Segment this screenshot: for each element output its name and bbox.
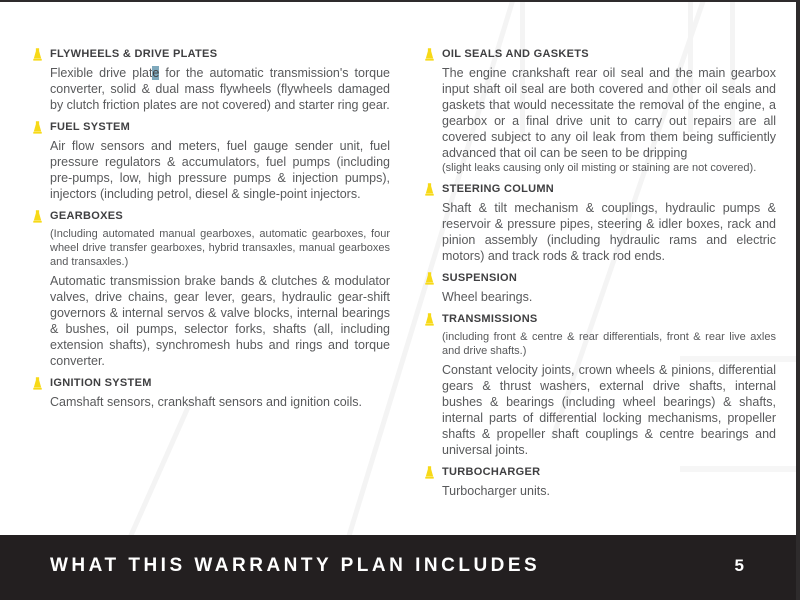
car-jack-icon <box>425 466 434 479</box>
car-jack-icon <box>425 272 434 285</box>
section-paragraph-small: (slight leaks causing only oil misting or staining are not covered). <box>442 162 757 174</box>
section-heading: OIL SEALS AND GASKETS <box>442 48 589 60</box>
car-jack-icon <box>33 48 42 61</box>
section-suspension <box>425 271 776 305</box>
page-number: 5 <box>734 555 744 575</box>
section-paragraph <box>50 65 390 113</box>
section-paragraph: Air flow sensors and meters, fuel gauge sender unit, fuel pressure regulators & accumulators, fuel pumps (including pre-pumps, low, high pressure pumps & injection pumps), injectors (including petrol, diesel & single-point injectors. <box>50 139 390 201</box>
section-paragraph-small: (including front & centre & rear differentials, front & rear live axles and drive shafts.) <box>442 331 776 357</box>
section-flywheels-drive-plates <box>33 47 390 113</box>
section-oil-seals-gaskets <box>425 47 776 175</box>
section-heading: FLYWHEELS & DRIVE PLATES <box>50 48 218 60</box>
right-column <box>425 47 776 506</box>
section-fuel-system <box>33 120 390 202</box>
car-jack-icon <box>33 210 42 223</box>
section-paragraph-small: (Including automated manual gearboxes, automatic gearboxes, four wheel drive transfer gearboxes, hybrid transaxles, manual gearboxes and transaxles.) <box>50 228 390 268</box>
car-jack-icon <box>425 313 434 326</box>
section-steering-column <box>425 182 776 264</box>
section-heading: TURBOCHARGER <box>442 466 541 478</box>
section-gearboxes <box>33 209 390 369</box>
section-paragraph: Turbocharger units. <box>442 484 550 498</box>
section-paragraph: Wheel bearings. <box>442 290 533 304</box>
footer-bar <box>0 535 796 600</box>
section-transmissions <box>425 312 776 458</box>
section-paragraph: The engine crankshaft rear oil seal and the main gearbox input shaft oil seal are both covered and other oil seals and gaskets that would necessitate the removal of the engine, a gearbox or a final drive unit to carry out repairs are all covered subject to any oil leak from them being sufficiently advanced that oil can be seen to be dripping <box>442 66 776 160</box>
section-heading: IGNITION SYSTEM <box>50 377 152 389</box>
section-paragraph: Constant velocity joints, crown wheels & pinions, differential gears & thrust washers, external drive shafts, internal bushes & bearings (including wheel bearings) & shafts, internal parts of differential locking mechanisms, propeller shafts & propeller shaft couplings & centre bearings and universal joints. <box>442 363 776 457</box>
paragraph-text: for the automatic transmission's torque converter, solid & dual mass flywheels (flywheels damaged by clutch friction plates are not covered) and starter ring gear. <box>50 66 391 112</box>
paragraph-text: Flexible drive plat <box>50 66 153 80</box>
section-paragraph: Automatic transmission brake bands & clutches & modulator valves, drive chains, gear lever, gears, hydraulic gear-shift governors & internal servos & valve blocks, internal bearings & bushes, oil pumps, selector forks, shafts (all, including extension shafts), synchromesh hubs and rings and torque converter. <box>50 274 390 368</box>
car-jack-icon <box>33 121 42 134</box>
left-column <box>33 47 390 417</box>
page-title: WHAT THIS WARRANTY PLAN INCLUDES <box>50 554 541 576</box>
section-heading: GEARBOXES <box>50 210 123 222</box>
section-heading: SUSPENSION <box>442 272 518 284</box>
section-ignition-system <box>33 376 390 410</box>
section-heading: STEERING COLUMN <box>442 183 555 195</box>
section-paragraph: Shaft & tilt mechanism & couplings, hydraulic pumps & reservoir & pressure pipes, steering & idler boxes, rack and pinion assembly (including hydraulic rams and electric motors) and track rods & track rod ends. <box>442 201 776 263</box>
car-jack-icon <box>33 377 42 390</box>
car-jack-icon <box>425 183 434 196</box>
section-heading: TRANSMISSIONS <box>442 313 538 325</box>
car-jack-icon <box>425 48 434 61</box>
section-turbocharger <box>425 465 776 499</box>
section-heading: FUEL SYSTEM <box>50 121 131 133</box>
section-paragraph: Camshaft sensors, crankshaft sensors and ignition coils. <box>50 395 362 409</box>
highlighted-character: e <box>152 66 160 80</box>
